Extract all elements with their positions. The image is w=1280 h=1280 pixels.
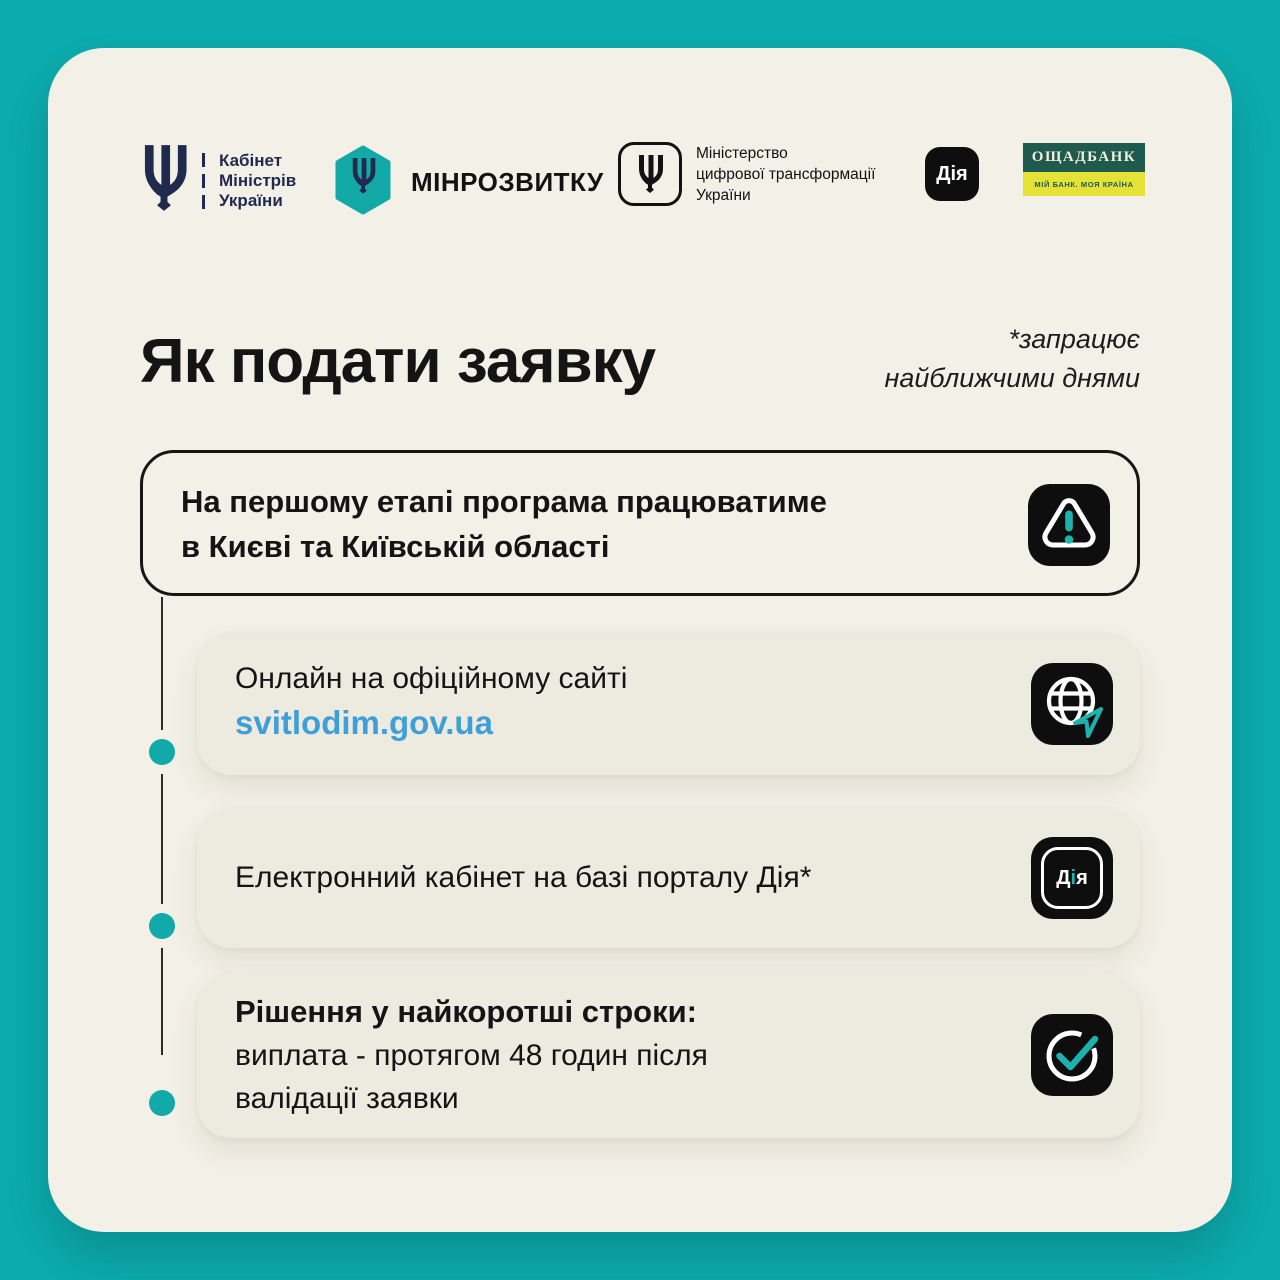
kmu-line1: Кабінет — [219, 150, 283, 170]
timeline-dot-3 — [149, 1090, 175, 1116]
website-link[interactable]: svitlodim.gov.ua — [235, 704, 493, 741]
timeline-dot-2 — [149, 913, 175, 939]
card-decision-terms — [197, 973, 1140, 1138]
oschadbank-tagline: МІЙ БАНК. МОЯ КРАЇНА — [1023, 172, 1145, 196]
kmu-line3: України — [219, 190, 283, 210]
globe-icon — [1031, 663, 1113, 745]
mintsyfra-line3: України — [696, 186, 751, 204]
page-title: Як подати заявку — [140, 327, 656, 396]
decision-heading: Рішення у найкоротші строки: — [235, 994, 697, 1029]
online-text — [235, 659, 627, 745]
logo-minrozvytku — [331, 145, 604, 220]
timeline-dot-1 — [149, 739, 175, 765]
online-line1: Онлайн на офіційному сайті — [235, 662, 628, 695]
timeline-connector — [161, 597, 163, 1055]
card-online-website — [197, 633, 1140, 775]
logo-ministry-digital-transformation — [618, 142, 875, 206]
warning-icon — [1028, 484, 1110, 566]
decision-line3: валідації заявки — [235, 1082, 459, 1115]
diia-portal-icon-inner — [1041, 847, 1103, 909]
footnote — [885, 320, 1140, 398]
card-first-stage — [140, 450, 1140, 596]
mintsyfra-line2: цифрової трансформації — [696, 165, 876, 183]
trident-icon — [138, 143, 190, 218]
diia-letter-ya: я — [1076, 866, 1088, 889]
mintsyfra-line1: Міністерство — [696, 144, 788, 162]
first-stage-line2: в Києві та Київській області — [181, 529, 610, 564]
first-stage-text — [181, 479, 827, 569]
decision-text — [235, 990, 708, 1120]
oschadbank-name: ОЩАДБАНК — [1023, 143, 1145, 172]
minrozvytku-label: МІНРОЗВИТКУ — [411, 167, 604, 197]
logo-cabinet-of-ministers — [138, 143, 296, 218]
diia-letter-i: і — [1070, 866, 1077, 889]
decision-line2: виплата - протягом 48 годин після — [235, 1039, 708, 1072]
logo-oschadbank — [1023, 143, 1145, 196]
diia-portal-icon — [1031, 837, 1113, 919]
diia-app-icon: Дія — [925, 147, 979, 201]
logo-diia-app — [925, 147, 979, 201]
diia-letter-d: Д — [1056, 866, 1071, 889]
kmu-logo-text — [219, 151, 296, 211]
mintsyfra-logo-text — [696, 143, 875, 206]
footnote-line1: *запрацює — [1008, 324, 1140, 354]
poster-panel — [48, 48, 1232, 1232]
rounded-trident-icon — [618, 142, 682, 206]
footnote-line2: найближчими днями — [884, 363, 1140, 393]
cabinet-text: Електронний кабінет на базі порталу Дія* — [235, 861, 812, 894]
card-diia-cabinet — [197, 808, 1140, 948]
hexagon-trident-icon — [331, 145, 395, 220]
kmu-line2: Міністрів — [219, 170, 297, 190]
logo-divider — [202, 153, 205, 209]
checkmark-icon — [1031, 1014, 1113, 1096]
first-stage-line1: На першому етапі програма працюватиме — [181, 484, 827, 519]
